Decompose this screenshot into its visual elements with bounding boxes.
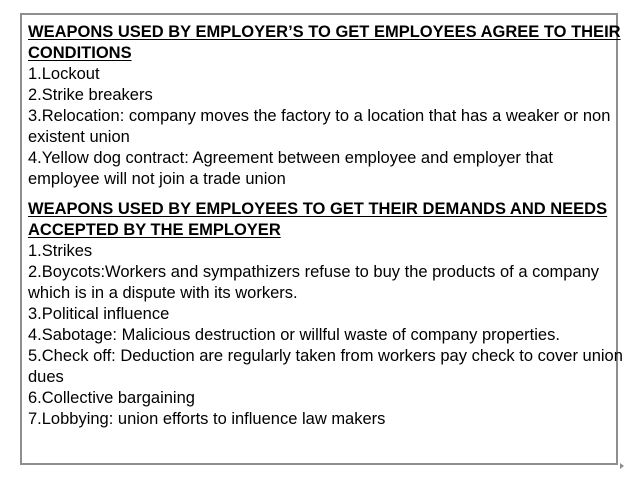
section-gap (28, 190, 623, 199)
employee-weapon-item: 1.Strikes (28, 242, 93, 260)
employer-weapon-item: 4.Yellow dog contract: Agreement between employee and employer that employee will not join a trade union (28, 149, 553, 188)
employee-weapon-item: 6.Collective bargaining (28, 389, 195, 407)
employee-weapon-item: 7.Lobbying: union efforts to influence law makers (28, 410, 386, 428)
slide-content (28, 22, 623, 430)
employer-weapon-item: 2.Strike breakers (28, 86, 153, 104)
employee-weapon-item: 2.Boycots:Workers and sympathizers refuse to buy the products of a company which is in a dispute with its workers. (28, 263, 600, 302)
corner-arrow-icon (620, 463, 624, 469)
employee-weapon-item: 4.Sabotage: Malicious destruction or willful waste of company properties. (28, 326, 560, 344)
employee-weapon-item: 5.Check off: Deduction are regularly taken from workers pay check to cover union dues (28, 347, 623, 386)
employer-weapon-item: 3.Relocation: company moves the factory to a location that has a weaker or non existent union (28, 107, 611, 146)
employer-weapons-heading: WEAPONS USED BY EMPLOYER’S TO GET EMPLOYEES AGREE TO THEIR CONDITIONS (28, 23, 621, 62)
employee-weapons-heading: WEAPONS USED BY EMPLOYEES TO GET THEIR DEMANDS AND NEEDS ACCEPTED BY THE EMPLOYER (28, 200, 608, 239)
employer-weapon-item: 1.Lockout (28, 65, 100, 83)
employee-weapon-item: 3.Political influence (28, 305, 170, 323)
